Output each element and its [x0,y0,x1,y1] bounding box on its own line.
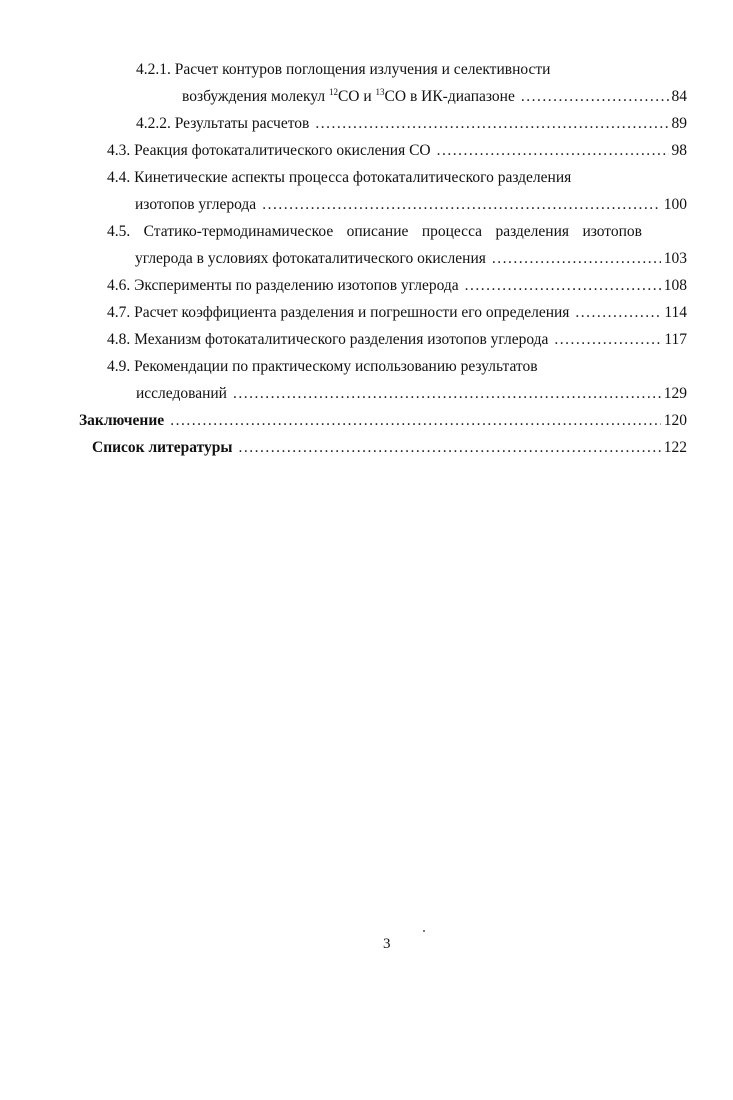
toc-title-word: Статико-термодинамическое [143,223,334,240]
toc-entry-4-3 [107,141,687,161]
toc-title: Результаты расчетов [174,115,310,132]
toc-page-number: 114 [664,304,687,321]
toc-number: 4.8. [107,331,131,348]
toc-number: 4.5. [107,223,131,240]
toc-title-word: процесса [421,223,483,240]
dot-leader [554,330,661,350]
toc-number: 4.4. [107,169,131,186]
isotope-mass-13: 13 [375,87,385,97]
toc-entry-4-8 [107,330,687,350]
toc-title-word: разделения [495,223,570,240]
dot-leader [262,195,661,215]
toc-title-continuation: изотопов углерода [135,196,257,213]
toc-entry-conclusion [79,411,687,431]
dot-leader [437,141,669,161]
dot-leader [315,114,668,134]
isotope-mass-12: 12 [328,87,338,97]
toc-number: 4.3. [107,142,131,159]
toc-page-number: 108 [663,277,687,294]
dot-leader [492,249,661,269]
toc-entry-4-2-1-line2 [182,87,687,107]
toc-entry-4-2-2 [136,114,687,134]
toc-title: Эксперименты по разделению изотопов углерода [134,277,459,294]
toc-title: Список литературы [92,439,233,456]
dot-leader [521,87,669,107]
toc-number: 4.9. [107,358,131,375]
toc-entry-4-6 [107,276,687,296]
toc-page-number: 100 [663,196,687,213]
toc-entry-4-7 [107,303,687,323]
dot-leader [575,303,661,323]
toc-title: Заключение [79,412,165,429]
dot-leader [465,276,661,296]
toc-title: Расчет контуров поглощения излучения и селективности [174,61,551,78]
toc-entry-4-5-line2 [135,249,687,269]
dot-leader [233,384,661,404]
dot-leader [238,438,660,458]
toc-page-number: 89 [671,115,687,132]
scan-speck [423,930,425,932]
toc-entry-4-4-line2 [135,195,687,215]
toc-entry-references [92,438,687,458]
toc-entry-4-4-line1 [107,168,571,188]
toc-entry-4-2-1-line1 [136,60,550,80]
toc-title-continuation: исследований [136,385,227,402]
toc-page-number: 120 [663,412,687,429]
toc-entry-4-9-line1 [107,357,538,377]
toc-number: 4.2.2. [136,115,171,132]
toc-number: 4.6. [107,277,131,294]
toc-entry-4-9-line2 [136,384,687,404]
toc-title: Рекомендации по практическому использованию результатов [134,358,538,375]
toc-title-continuation: возбуждения молекул $^{12}$СО и $^{13}$СО в ИК-диапазоне [182,87,515,105]
toc-number: 4.7. [107,304,131,321]
toc-page-number: 122 [663,439,687,456]
page-number: 3 [383,936,391,952]
toc-title-word: изотопов [582,223,642,240]
toc-page-number: 98 [671,142,687,159]
toc-page-number: 129 [663,385,687,402]
toc-page-number: 103 [663,250,687,267]
toc-number: 4.2.1. [136,61,171,78]
toc-title: Расчет коэффициента разделения и погрешности его определения [134,304,570,321]
dot-leader [170,411,661,431]
toc-title: Механизм фотокаталитического разделения изотопов углерода [134,331,549,348]
toc-entry-4-5-line1 [107,222,642,242]
toc-title-word: описание [346,223,409,240]
toc-page-number: 84 [671,88,687,105]
toc-title: Реакция фотокаталитического окисления СО [134,142,431,159]
toc-page-number: 117 [664,331,687,348]
toc-title-continuation: углерода в условиях фотокаталитического окисления [135,250,486,267]
toc-title: Кинетические аспекты процесса фотокаталитического разделения [134,169,572,186]
